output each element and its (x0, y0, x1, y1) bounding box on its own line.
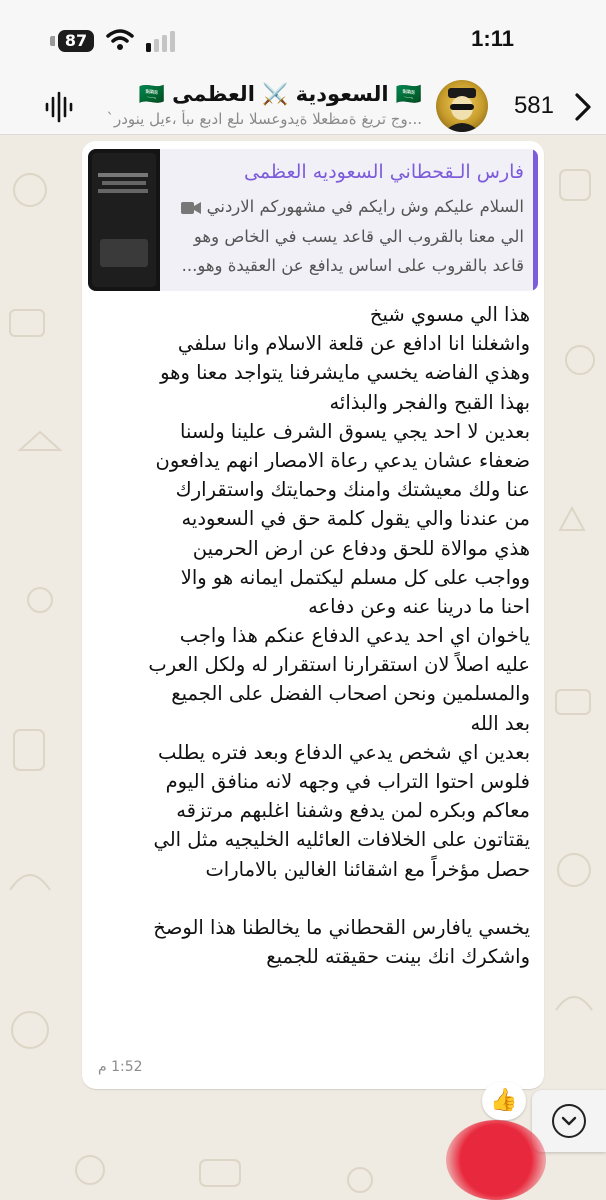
message-line: يقتاتون على الخلافات العائليه الخليجيه مثل الي (153, 828, 530, 852)
quoted-text-line (164, 197, 524, 216)
message-line: يخسي يافارس القحطاني ما يخالطنا هذا الوصخ (153, 915, 530, 939)
message-line: وواجب على كل مسلم ليكتمل ايمانه هو والا (180, 565, 530, 589)
quoted-text-line-1: السلام عليكم وش رايكم في مشهوركم الاردني (206, 197, 524, 216)
unread-count[interactable]: 581 (513, 92, 554, 119)
quoted-reply[interactable] (88, 149, 538, 291)
message-line: والمسلمين ونحن اصحاب الفضل على الجميع (171, 682, 530, 706)
battery-cap (50, 36, 55, 46)
wifi-icon (106, 28, 134, 50)
avatar-figure-icon (436, 80, 488, 132)
quoted-text-line-3: قاعد بالقروب على اساس يدافع عن العقيدة وهو... (181, 256, 524, 275)
message-line: حصل مؤخراً مع اشقائنا الغالين بالامارات (205, 857, 530, 881)
message-line: معاكم وبكره لمن يدفع وشفنا اغلبهم مرتزقه (176, 799, 530, 823)
message-line: عنا ولك معيشتك وامنك وحمايتك واستقرارك (175, 478, 530, 502)
message-bubble[interactable] (82, 141, 544, 1089)
back-chevron-icon[interactable] (574, 92, 592, 122)
chat-title[interactable]: 🇸🇦 السعودية ⚔️ العظمى 🇸🇦 (138, 82, 422, 106)
quoted-video-thumbnail (88, 149, 160, 291)
scroll-circle (552, 1104, 586, 1138)
chat-header (0, 82, 606, 135)
message-text (90, 300, 530, 971)
message-line: بعدين اي شخص يدعي الدفاع وبعد فتره يطلب (158, 740, 530, 764)
message-line: ياخوان اي احد يدعي الدفاع عنكم هذا واجب (179, 624, 530, 648)
message-line: واشكرك انك بينت حقيقته للجميع (266, 945, 530, 969)
message-line: بعد الله (470, 711, 530, 735)
message-line: هذا الي مسوي شيخ (369, 303, 530, 326)
video-camera-icon (181, 201, 201, 215)
quote-accent-bar (533, 149, 538, 291)
status-time: 1:11 (471, 26, 514, 51)
redacted-scribble (446, 1120, 546, 1200)
battery-indicator: 87 (58, 30, 94, 52)
status-bar (0, 0, 606, 82)
scroll-to-bottom-button[interactable] (532, 1090, 606, 1152)
message-line: ضعفاء عشان يدعي رعاة الامصار انهم يدافعون (155, 448, 530, 472)
quoted-sender: فارس الـقحطاني السعوديه العظمى (244, 161, 524, 183)
cellular-signal-icon (146, 30, 178, 52)
message-line: واشغلنا انا ادافع عن قلعة الاسلام وانا سلفي (177, 332, 530, 356)
message-line-blank (90, 884, 530, 913)
message-line: من عندنا والي يقول كلمة حق في السعوديه (181, 507, 530, 531)
message-timestamp: 1:52 م (98, 1059, 143, 1075)
quoted-text-line-2: الي معنا بالقروب الي قاعد يسب في الخاص وهو (193, 227, 524, 246)
message-line: بعدين لا احد يجي يسوق الشرف علينا ولسنا (180, 419, 530, 443)
chat-members-subtitle[interactable]: ...وج تريغ ةمظعلا ةيدوعسلا ىلع ادبع ىبأ ،ءيل ينودر` (106, 110, 422, 128)
message-line: عليه اصلاً لان استقرارنا استقرار له ولكل العرب (148, 653, 530, 677)
message-line: احنا ما درينا عنه وعن دفاعه (308, 594, 530, 618)
video-thumbnail-graphic (88, 149, 160, 291)
thumbs-up-reaction[interactable]: 👍 (482, 1082, 526, 1120)
message-line: هذي موالاة للحق ودفاع عن ارض الحرمين (192, 536, 530, 560)
chevron-down-icon (554, 1106, 584, 1136)
message-line: فلوس احتوا التراب في وجهه لانه منافق اليوم (165, 770, 530, 793)
message-line: بهذا القبح والفجر والبذائه (329, 390, 530, 414)
group-avatar[interactable] (436, 80, 488, 132)
message-line: وهذي الفاضه يخسي مايشرفنا يتواجد معنا وهو (160, 361, 530, 385)
